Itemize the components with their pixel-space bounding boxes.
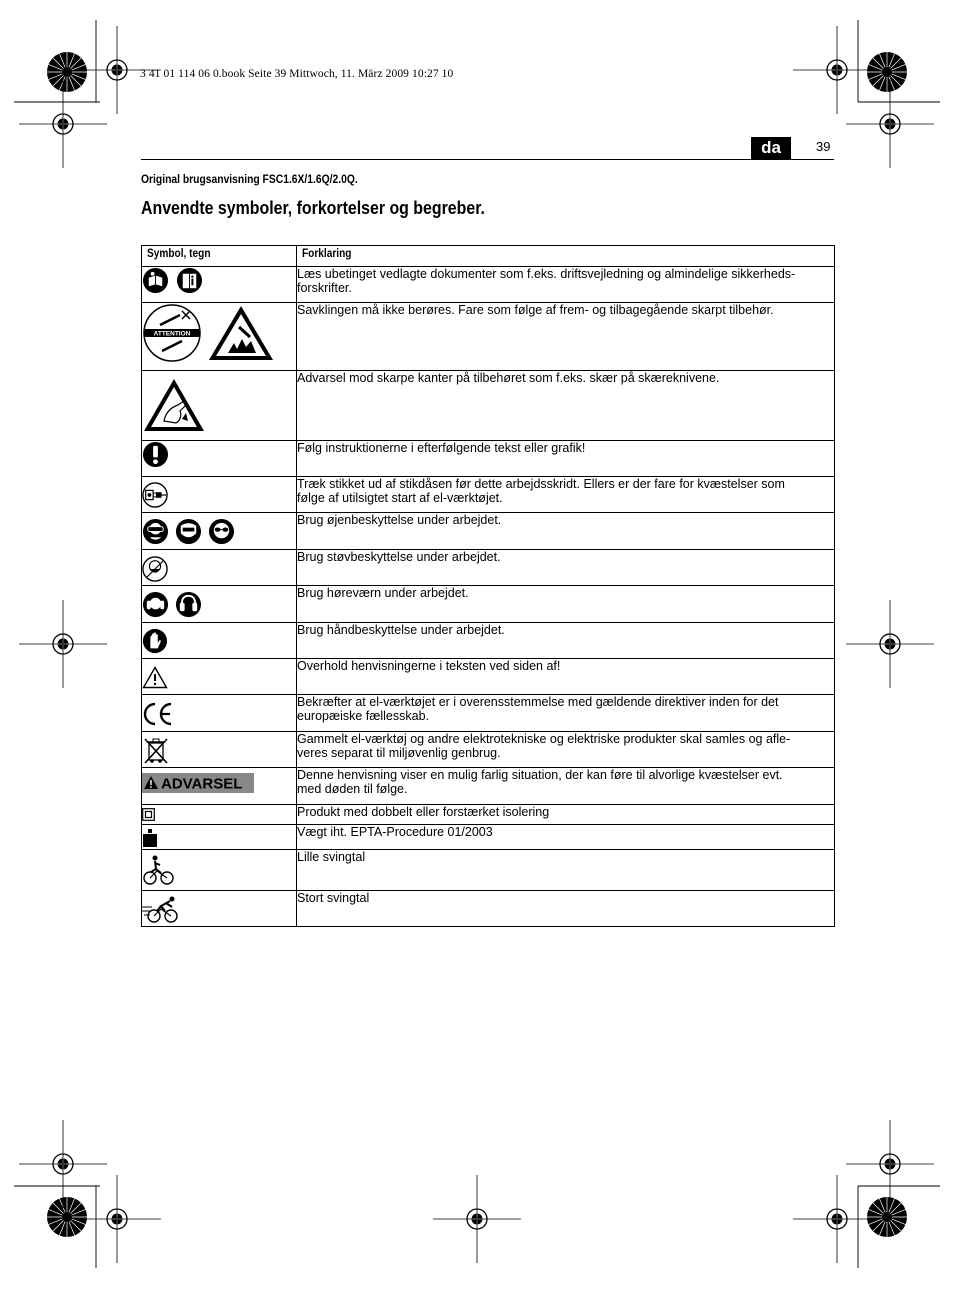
explanation-cell: Overhold henvisningerne i teksten ved siden af! bbox=[297, 659, 835, 695]
symbol-cell bbox=[142, 695, 297, 732]
star-mark-icon bbox=[47, 1197, 87, 1237]
dust-mask-icon bbox=[142, 556, 168, 582]
table-row bbox=[142, 586, 835, 623]
advarsel-badge bbox=[142, 773, 254, 793]
explanation-cell: Advarsel mod skarpe kanter på tilbehøret som f.eks. skær på skæreknivene. bbox=[297, 371, 835, 441]
weight-icon bbox=[142, 829, 158, 847]
crosshair-mark-icon bbox=[793, 26, 881, 114]
crosshair-mark-icon bbox=[846, 600, 934, 688]
ear-muffs-icon bbox=[175, 591, 202, 618]
file-header: 3 41 01 114 06 0.book Seite 39 Mittwoch, 11. März 2009 10:27 10 bbox=[140, 68, 454, 80]
symbol-cell bbox=[142, 371, 297, 441]
symbol-cell bbox=[142, 267, 297, 303]
table-row bbox=[142, 513, 835, 550]
document-subtitle: Original brugsanvisning FSC1.6X/1.6Q/2.0Q. bbox=[141, 172, 358, 186]
table-row bbox=[142, 659, 835, 695]
explanation-cell: Stort svingtal bbox=[297, 891, 835, 927]
explanation-cell: Brug høreværn under arbejdet. bbox=[297, 586, 835, 623]
gloves-icon bbox=[142, 628, 168, 654]
star-mark-icon bbox=[867, 1197, 907, 1237]
table-row bbox=[142, 267, 835, 303]
explanation-cell: Bekræfter at el-værktøjet er i overensstemmelse med gældende direktiver inden for det europæiske fællesskab. bbox=[297, 695, 835, 732]
crosshair-mark-icon bbox=[73, 1175, 161, 1263]
table-row bbox=[142, 477, 835, 513]
language-badge: da bbox=[751, 137, 791, 159]
symbol-cell bbox=[142, 477, 297, 513]
crossed-bin-icon bbox=[142, 736, 170, 766]
explanation-cell: Brug støvbeskyttelse under arbejdet. bbox=[297, 550, 835, 586]
explanation-cell: Gammelt el-værktøj og andre elektrotekniske og elektriske produkter skal samles og afle- veres separat til miljøvenlig genbrug. bbox=[297, 732, 835, 768]
exclamation-icon bbox=[142, 441, 169, 468]
symbol-cell bbox=[142, 623, 297, 659]
column-header-explanation: Forklaring bbox=[297, 246, 835, 267]
symbol-cell bbox=[142, 805, 297, 825]
explanation-cell: Denne henvisning viser en mulig farlig situation, der kan føre til alvorlige kvæstelser evt. med døden til følge. bbox=[297, 768, 835, 805]
read-manual-icon bbox=[142, 267, 169, 294]
warning-triangle-icon bbox=[142, 666, 168, 689]
unplug-icon bbox=[142, 482, 168, 508]
table-row bbox=[142, 768, 835, 805]
symbol-cell bbox=[142, 891, 297, 927]
attention-saw-blade-icon bbox=[142, 303, 202, 363]
symbol-cell bbox=[142, 850, 297, 891]
table-row bbox=[142, 303, 835, 371]
crosshair-mark-icon bbox=[433, 1175, 521, 1263]
symbol-cell bbox=[142, 825, 297, 850]
column-header-symbol: Symbol, tegn bbox=[142, 246, 297, 267]
explanation-cell: Vægt iht. EPTA-Procedure 01/2003 bbox=[297, 825, 835, 850]
ce-mark-icon bbox=[142, 701, 174, 727]
table-row bbox=[142, 623, 835, 659]
crosshair-mark-icon bbox=[846, 1120, 934, 1208]
face-shield-icon bbox=[175, 518, 202, 545]
explanation-cell: Brug øjenbeskyttelse under arbejdet. bbox=[297, 513, 835, 550]
sharp-edges-warning-icon bbox=[142, 377, 206, 433]
sharp-accessory-warning-icon bbox=[206, 303, 276, 363]
symbol-cell bbox=[142, 513, 297, 550]
explanation-cell: Træk stikket ud af stikdåsen før dette arbejdsskridt. Ellers er der fare for kvæstelser som følge af utilsigtet start af el-værktøjet. bbox=[297, 477, 835, 513]
explanation-cell: Produkt med dobbelt eller forstærket isolering bbox=[297, 805, 835, 825]
table-row bbox=[142, 732, 835, 768]
crosshair-mark-icon bbox=[19, 600, 107, 688]
double-insulation-icon bbox=[142, 808, 155, 821]
table-header-row bbox=[142, 246, 835, 267]
table-row bbox=[142, 805, 835, 825]
info-book-icon bbox=[176, 267, 203, 294]
slow-cyclist-icon bbox=[142, 854, 174, 886]
explanation-cell: Følg instruktionerne i efterfølgende tekst eller grafik! bbox=[297, 441, 835, 477]
explanation-cell: Læs ubetinget vedlagte dokumenter som f.eks. driftsvejledning og almindelige sikkerheds- forskrifter. bbox=[297, 267, 835, 303]
crosshair-mark-icon bbox=[19, 80, 107, 168]
table-row bbox=[142, 695, 835, 732]
header-rule bbox=[141, 159, 834, 160]
symbol-cell bbox=[142, 768, 297, 805]
symbol-table bbox=[141, 245, 835, 927]
safety-glasses-icon bbox=[208, 518, 235, 545]
table-row bbox=[142, 825, 835, 850]
explanation-cell: Lille svingtal bbox=[297, 850, 835, 891]
symbol-cell bbox=[142, 732, 297, 768]
symbol-cell bbox=[142, 586, 297, 623]
crosshair-mark-icon bbox=[846, 80, 934, 168]
explanation-cell: Savklingen må ikke berøres. Fare som følge af frem- og tilbagegående skarpt tilbehør. bbox=[297, 303, 835, 371]
table-row bbox=[142, 850, 835, 891]
table-row bbox=[142, 891, 835, 927]
symbol-cell bbox=[142, 303, 297, 371]
fast-cyclist-icon bbox=[142, 895, 180, 923]
attention-label: ATTENTION bbox=[153, 330, 191, 338]
symbol-cell bbox=[142, 659, 297, 695]
star-mark-icon bbox=[47, 52, 87, 92]
crosshair-mark-icon bbox=[19, 1120, 107, 1208]
crosshair-mark-icon bbox=[793, 1175, 881, 1263]
table-row bbox=[142, 441, 835, 477]
ear-protection-icon bbox=[142, 591, 169, 618]
advarsel-label: ADVARSEL bbox=[161, 775, 243, 793]
table-row bbox=[142, 371, 835, 441]
symbol-cell bbox=[142, 550, 297, 586]
page-number: 39 bbox=[816, 139, 831, 154]
table-row bbox=[142, 550, 835, 586]
star-mark-icon bbox=[867, 52, 907, 92]
goggles-icon bbox=[142, 518, 169, 545]
explanation-cell: Brug håndbeskyttelse under arbejdet. bbox=[297, 623, 835, 659]
symbol-cell bbox=[142, 441, 297, 477]
section-title: Anvendte symboler, forkortelser og begreber. bbox=[141, 197, 485, 218]
